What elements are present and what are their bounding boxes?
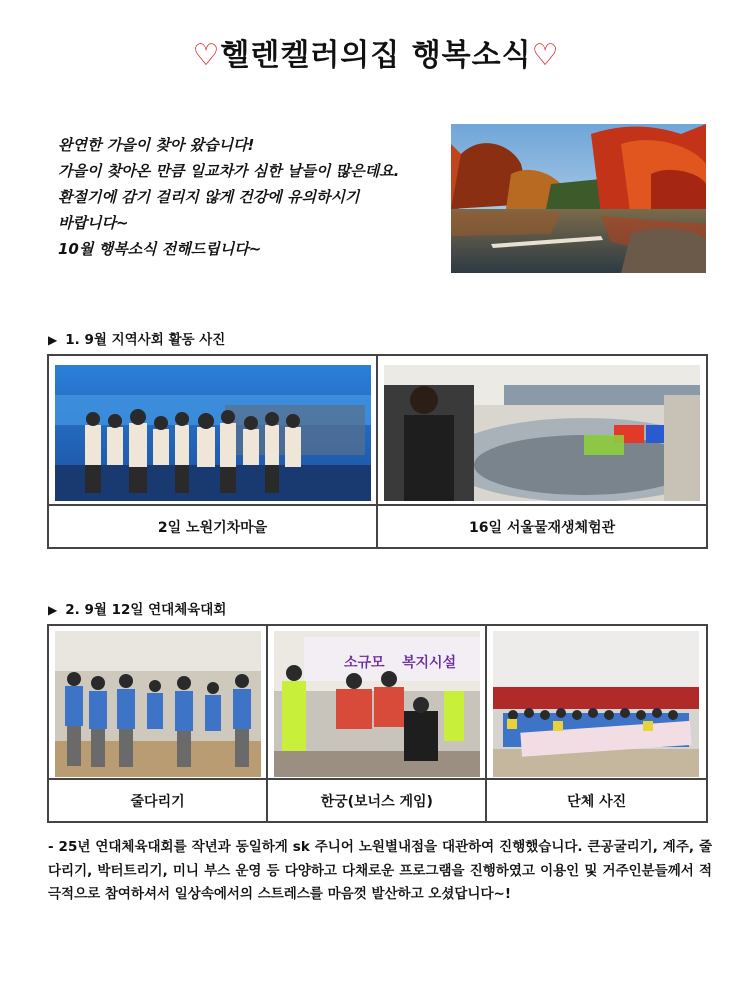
title-text: 헬렌켈러의집 행복소식 — [220, 38, 532, 73]
triangle-marker-icon: ▶ — [48, 333, 58, 347]
photo-cell — [267, 625, 486, 779]
section-2-title: 2. 9월 12일 연대체육대회 — [65, 602, 227, 618]
train-village-photo — [55, 365, 371, 501]
event-description: - 25년 연대체육대회를 작년과 동일하게 sk 주니어 노원별내점을 대관하여 진행했습니다. 큰공굴리기, 계주, 줄다리기, 박터트리기, 미니 부스 운영 등 다양하고 다채로운 프로그램을 진행하였고 이용인 및 거주인분들께서 적극적으로 참여하셔서 일상속에서의 스트레스를 마음껏 발산하고 오셨답니다~! — [48, 839, 712, 902]
triangle-marker-icon: ▶ — [48, 603, 58, 617]
photo-caption: 줄다리기 — [48, 779, 267, 822]
tug-of-war-photo — [55, 631, 261, 777]
heart-icon-left: ♡ — [192, 38, 221, 73]
water-center-photo — [384, 365, 700, 501]
page-title — [0, 30, 752, 74]
photo-cell — [48, 355, 377, 505]
intro-line: 10월 행복소식 전해드립니다~ — [58, 240, 262, 258]
photo-cell — [377, 355, 707, 505]
photo-caption: 2일 노원기차마을 — [48, 505, 377, 548]
intro-line: 바랍니다~ — [58, 214, 129, 232]
intro-line: 완연한 가을이 찾아 왔습니다! — [58, 136, 255, 154]
section-2-heading — [48, 598, 226, 618]
photo-cell — [48, 625, 267, 779]
section-2-photo-table — [47, 624, 708, 823]
banner-text: 소규모 — [344, 655, 385, 671]
photo-caption: 단체 사진 — [486, 779, 707, 822]
banner-text: 복지시설 — [402, 655, 457, 671]
intro-line: 가을이 찾아온 만큼 일교차가 심한 날들이 많은데요. — [58, 162, 400, 180]
photo-caption: 16일 서울물재생체험관 — [377, 505, 707, 548]
intro-line: 환절기에 감기 걸리지 않게 건강에 유의하시기 — [58, 188, 360, 206]
heart-icon-right: ♡ — [531, 38, 560, 73]
section-1-heading — [48, 328, 225, 348]
autumn-lake-photo — [451, 124, 706, 273]
photo-cell — [486, 625, 707, 779]
photo-caption: 한궁(보너스 게임) — [267, 779, 486, 822]
section-1-photo-table — [47, 354, 708, 549]
section-1-title: 1. 9월 지역사회 활동 사진 — [65, 332, 226, 348]
intro-message — [58, 132, 458, 262]
group-photo — [493, 631, 699, 777]
hangung-game-photo — [274, 631, 480, 777]
